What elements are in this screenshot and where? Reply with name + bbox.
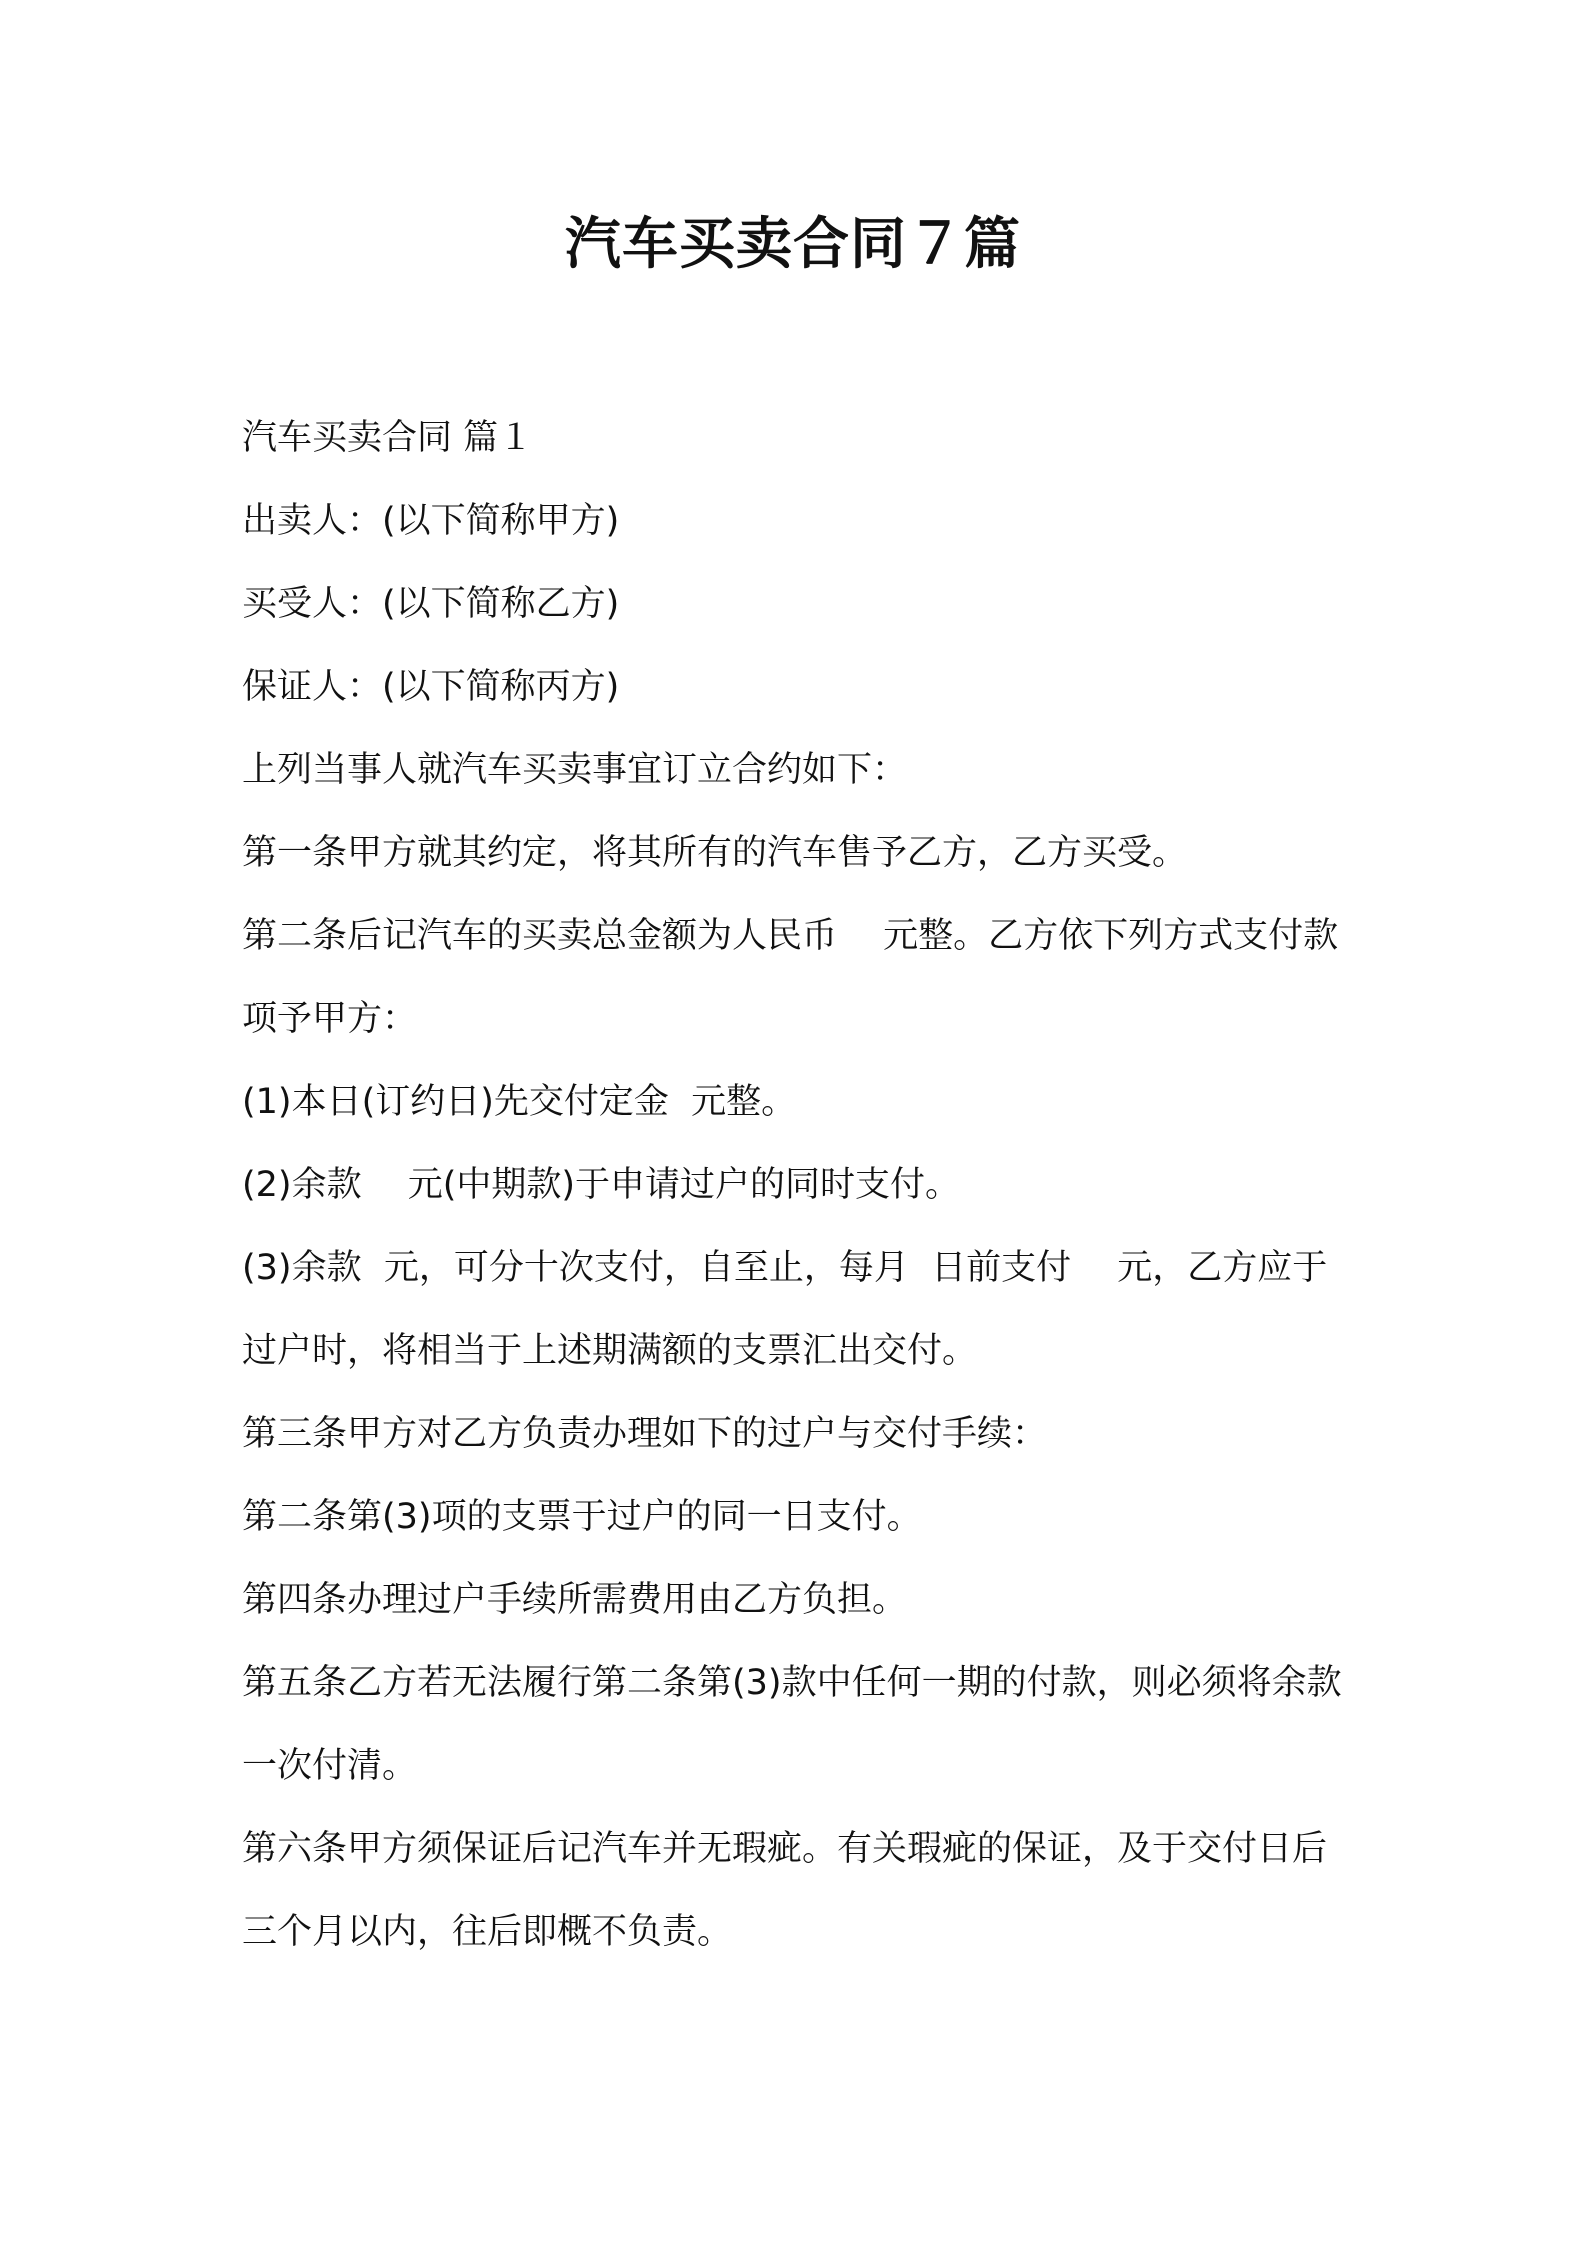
payment-item-1: (1)本日(订约日)先交付定金 元整。 [242, 1082, 797, 1122]
article-5-paragraph: 第五条乙方若无法履行第二条第(3)款中任何一期的付款，则必须将余款一次付清。 [242, 1663, 1342, 1786]
preamble-paragraph: 上列当事人就汽车买卖事宜订立合约如下： [242, 750, 908, 790]
party-buyer-line: 买受人：(以下简称乙方) [242, 584, 620, 624]
article-2-paragraph: 第二条后记汽车的买卖总金额为人民币 元整。乙方依下列方式支付款项予甲方： [242, 916, 1339, 1039]
section-heading: 汽车买卖合同 篇１ [242, 418, 534, 458]
party-seller-line: 出卖人：(以下简称甲方) [242, 501, 620, 541]
article-3-detail: 第二条第(3)项的支票于过户的同一日支付。 [242, 1497, 922, 1537]
payment-item-3: (3)余款 元，可分十次支付，自至止，每月 日前支付 元，乙方应于过户时，将相当于上述期满额的支票汇出交付。 [242, 1248, 1328, 1371]
article-1-paragraph: 第一条甲方就其约定，将其所有的汽车售予乙方，乙方买受。 [242, 833, 1188, 873]
document-title: 汽车买卖合同７篇 [565, 212, 1021, 277]
document-body [242, 397, 1352, 1974]
article-6-paragraph: 第六条甲方须保证后记汽车并无瑕疵。有关瑕疵的保证，及于交付日后三个月以内，往后即概不负责。 [242, 1829, 1328, 1952]
article-3-paragraph: 第三条甲方对乙方负责办理如下的过户与交付手续： [242, 1414, 1048, 1454]
payment-item-2: (2)余款 元(中期款)于申请过户的同时支付。 [242, 1165, 961, 1205]
article-4-paragraph: 第四条办理过户手续所需费用由乙方负担。 [242, 1580, 908, 1620]
party-guarantor-line: 保证人：(以下简称丙方) [242, 667, 620, 707]
